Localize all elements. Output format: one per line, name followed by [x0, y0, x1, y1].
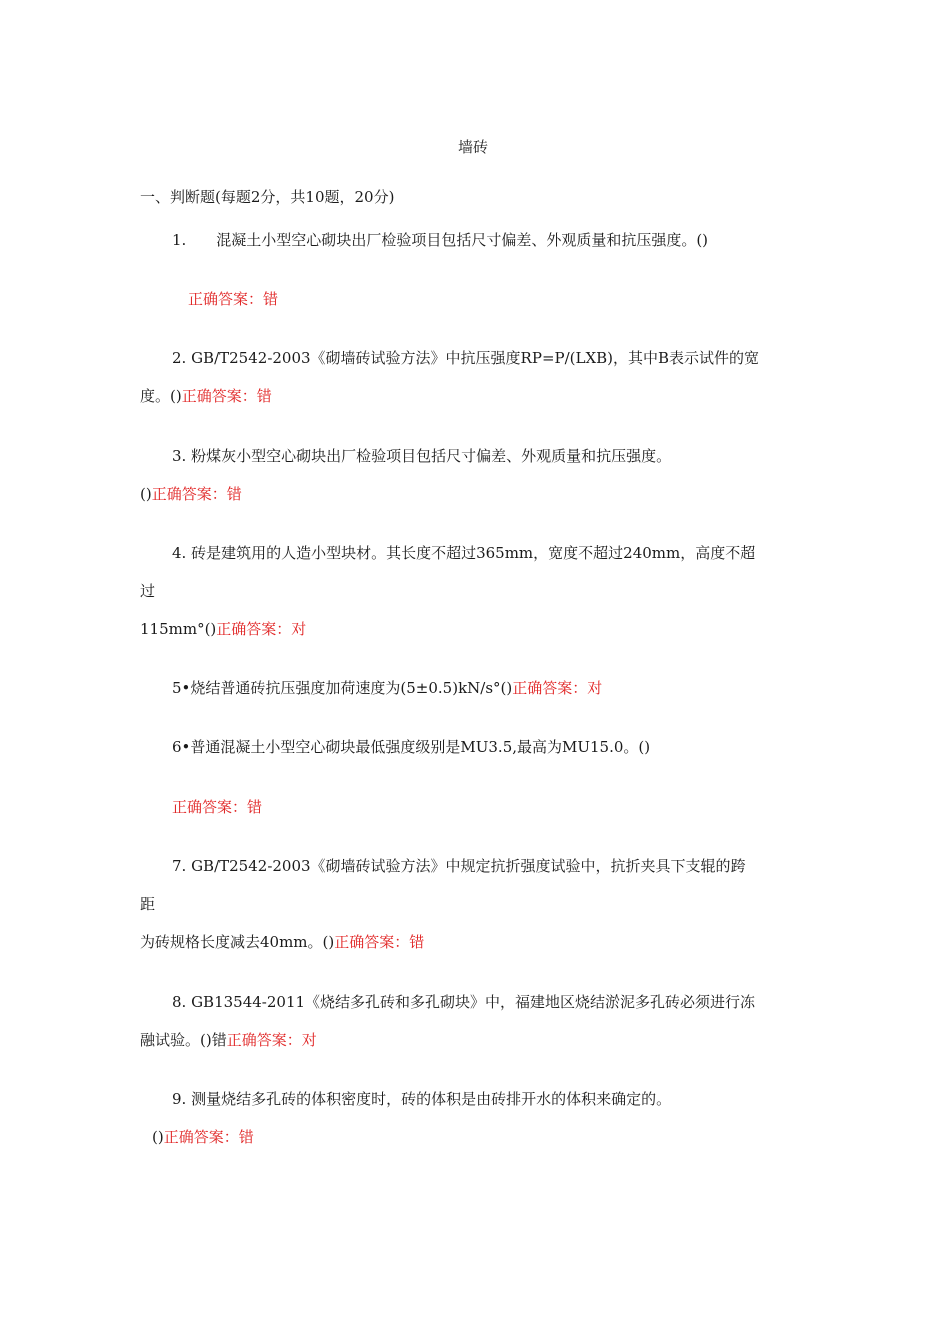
- question-4-answer-line: [140, 619, 306, 639]
- question-3-answer: 正确答案：错: [151, 485, 242, 503]
- question-8-answer-line: [140, 1030, 317, 1050]
- question-7-tail: 为砖规格长度减去40mm。(): [140, 933, 335, 951]
- question-5-text: 5•烧结普通砖抗压强度加荷速度为(5±0.5)kN/s°(): [172, 679, 513, 697]
- section-heading: 一、判断题(每题2分，共10题，20分): [140, 188, 395, 206]
- question-9-text: 9. 测量烧结多孔砖的体积密度时，砖的体积是由砖排开水的体积来确定的。: [172, 1090, 672, 1108]
- question-2-answer: 正确答案：错: [181, 387, 272, 405]
- question-8-tail: 融试验。()错: [140, 1031, 227, 1049]
- question-3-tail: (): [140, 485, 152, 503]
- question-7-answer: 正确答案：错: [334, 933, 425, 951]
- question-7-answer-line: [140, 932, 424, 952]
- question-2-tail: 度。(): [140, 387, 182, 405]
- question-4-text-wrap: 过: [140, 582, 156, 600]
- question-5-answer-line: [172, 678, 602, 698]
- question-9-answer-line: [152, 1127, 254, 1147]
- question-9-tail: (): [152, 1128, 164, 1146]
- question-7-text: 7. GB/T2542-2003《砌墙砖试验方法》中规定抗折强度试验中，抗折夹具下支辊的跨: [172, 857, 746, 875]
- question-8-text: 8. GB13544-2011《烧结多孔砖和多孔砌块》中，福建地区烧结淤泥多孔砖必须进行冻: [172, 993, 756, 1011]
- question-6-text: 6•普通混凝土小型空心砌块最低强度级别是MU3.5,最高为MU15.0。(): [172, 738, 651, 756]
- question-4-tail: 115mm°(): [140, 620, 217, 638]
- question-4-text: 4. 砖是建筑用的人造小型块材。其长度不超过365mm，宽度不超过240mm，高度不超: [172, 544, 756, 562]
- question-3-text: 3. 粉煤灰小型空心砌块出厂检验项目包括尺寸偏差、外观质量和抗压强度。: [172, 447, 672, 465]
- question-4-answer: 正确答案：对: [216, 620, 307, 638]
- question-2-text: 2. GB/T2542-2003《砌墙砖试验方法》中抗压强度RP=P/(LXB)，其中B表示试件的宽: [172, 349, 760, 367]
- question-6-answer: 正确答案：错: [172, 798, 263, 816]
- question-1-text: 1. 混凝土小型空心砌块出厂检验项目包括尺寸偏差、外观质量和抗压强度。(): [172, 231, 709, 249]
- question-1-answer: 正确答案：错: [188, 290, 279, 308]
- page-title: 墙砖: [458, 138, 489, 156]
- question-8-answer: 正确答案：对: [226, 1031, 317, 1049]
- question-2-answer-line: [140, 386, 272, 406]
- question-3-answer-line: [140, 484, 242, 504]
- question-9-answer: 正确答案：错: [163, 1128, 254, 1146]
- question-5-answer: 正确答案：对: [512, 679, 603, 697]
- question-7-text-wrap: 距: [140, 895, 156, 913]
